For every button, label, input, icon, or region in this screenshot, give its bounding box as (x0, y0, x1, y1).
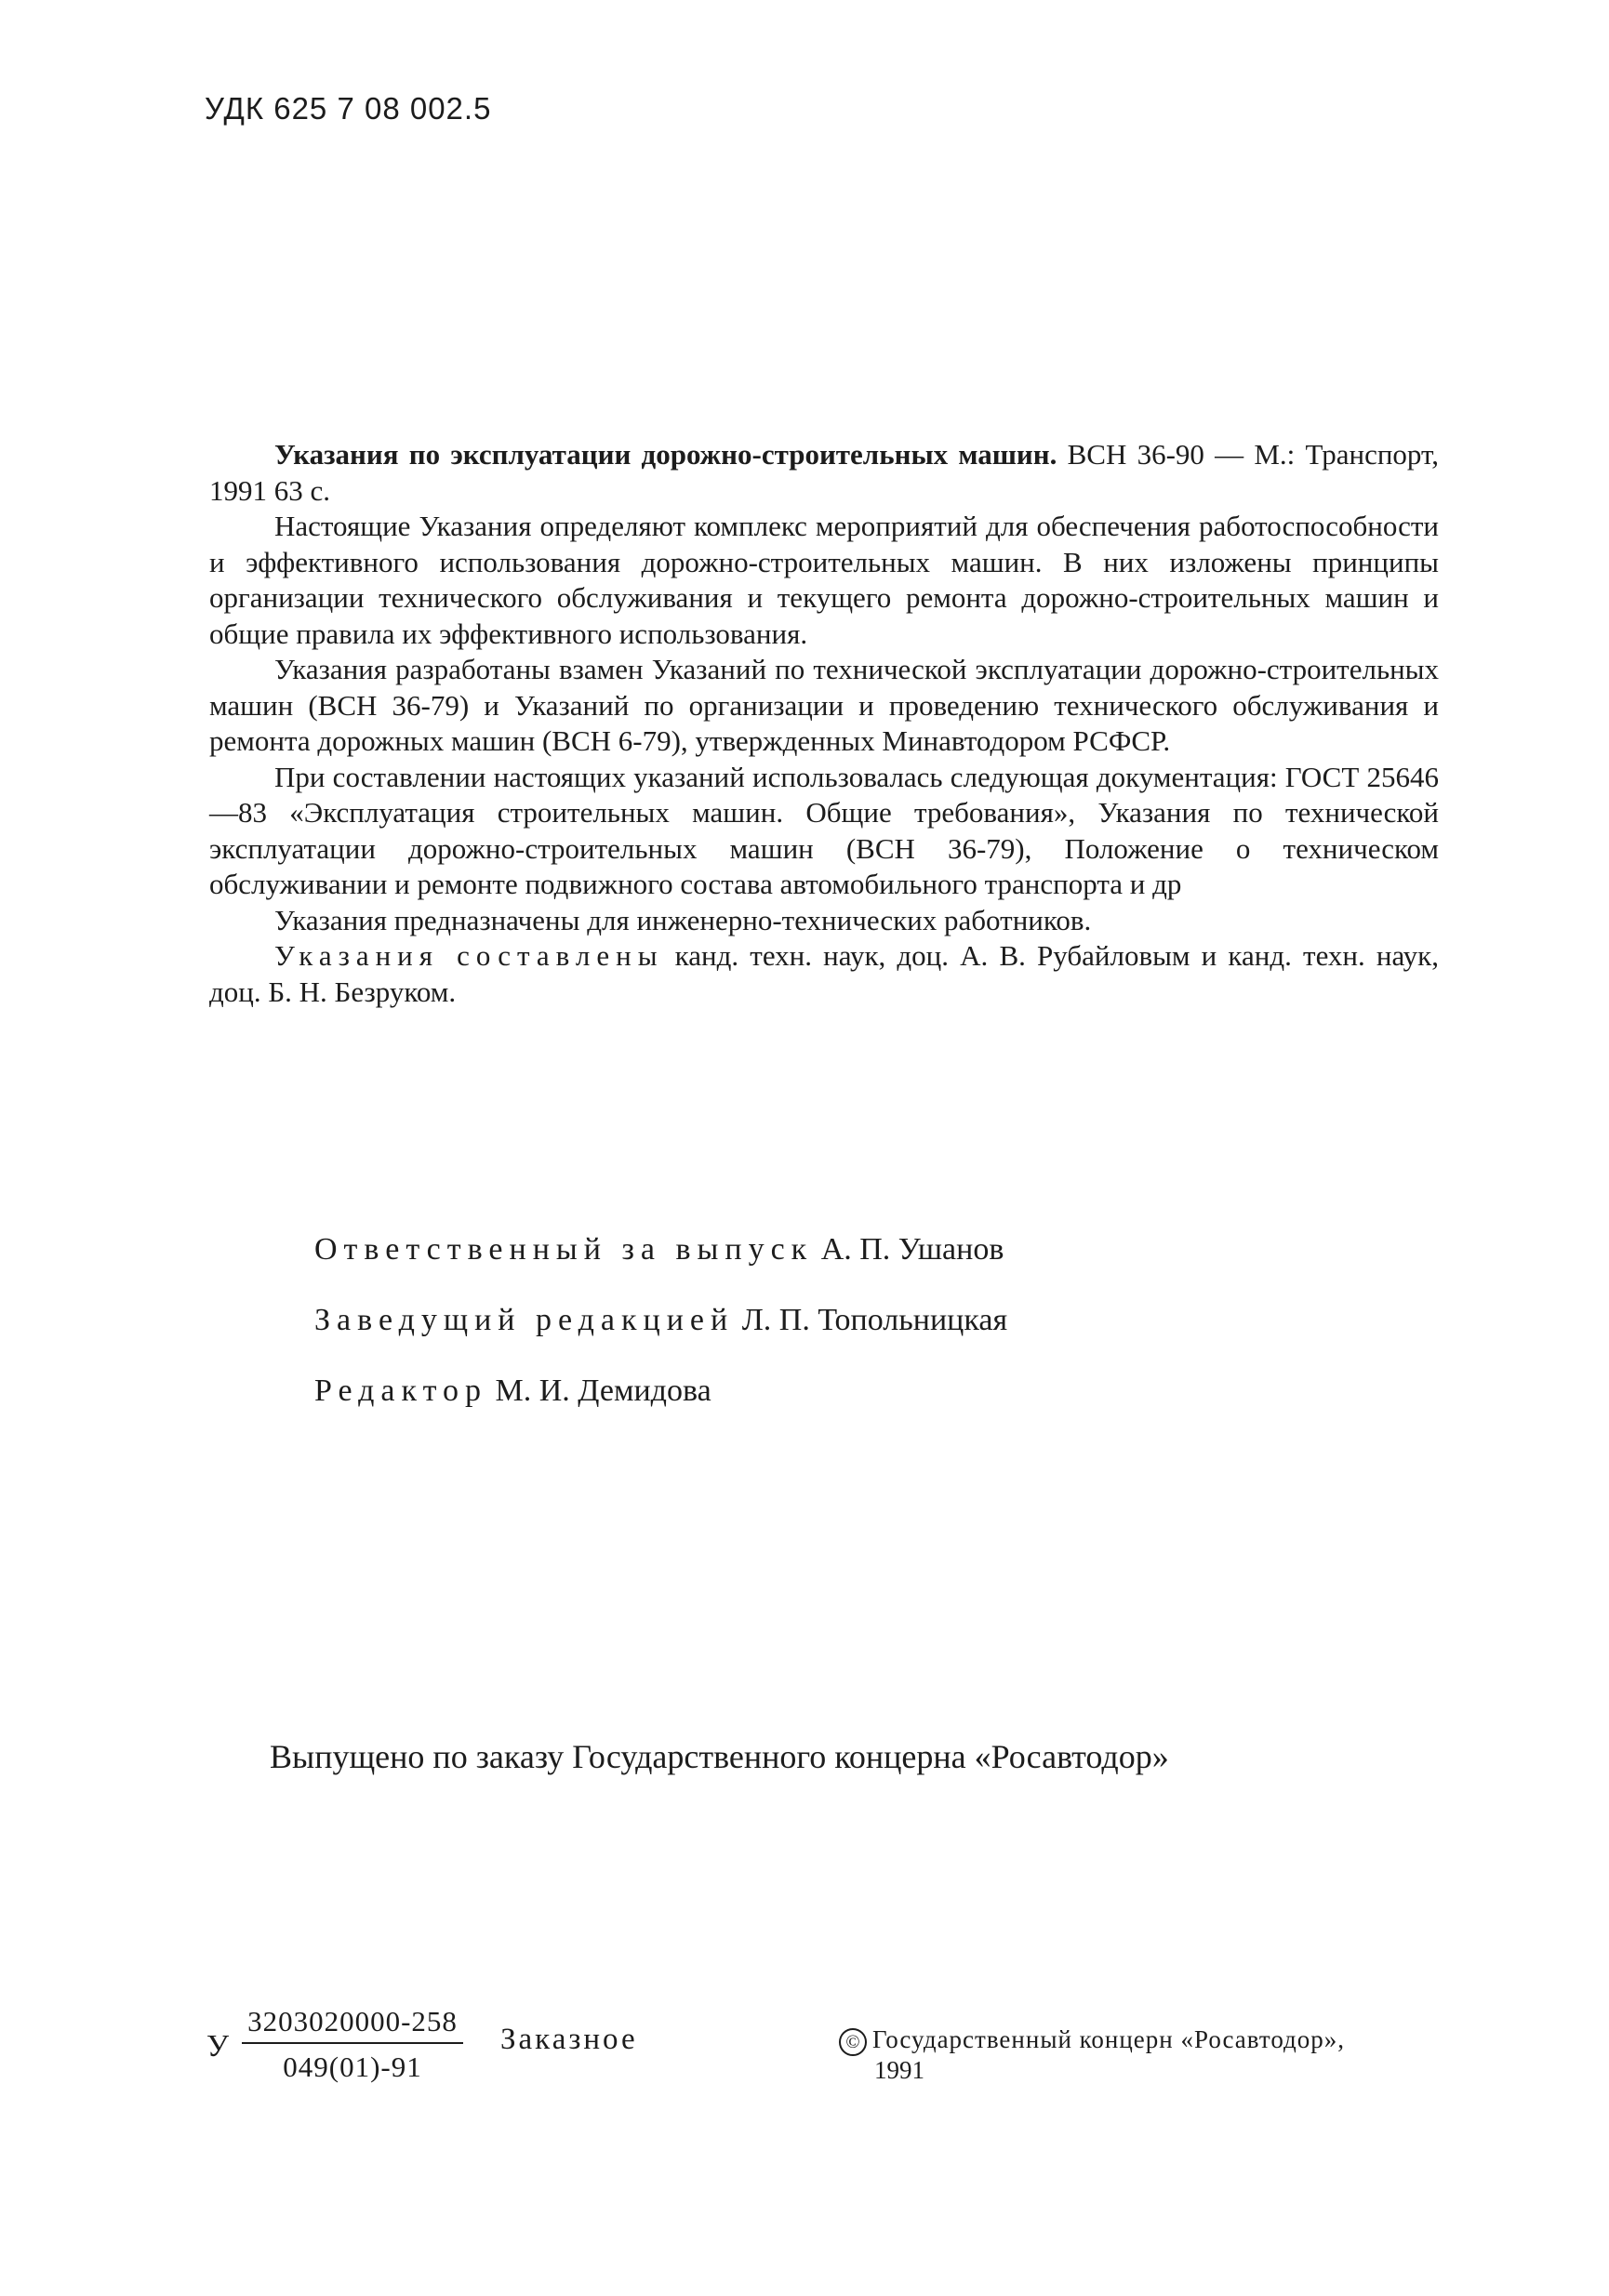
abstract-paragraph-replaces: Указания разработаны взамен Указаний по технической эксплуатации дорожно-строительных машин (ВСН 36-79) и Указаний по организации и проведению технического обслуживания и ремонта дорожных машин (ВСН 6-79), утвержденных Минавтодором РСФСР. (209, 653, 1439, 757)
copyright-holder: Государственный концерн «Росавтодор», (872, 2025, 1346, 2053)
credit-role: Редактор (314, 1374, 487, 1408)
abstract-paragraph-purpose: Настоящие Указания определяют комплекс мероприятий для обеспечения работоспособности и эффективного использования дорожно-строительных машин. В них изложены принципы организации технического обслуживания и текущего ремонта дорожно-строительных машин и общие правила их эффективного использования. (209, 510, 1439, 650)
abstract-paragraph-authors (209, 938, 1439, 1010)
bibliographic-entry (209, 437, 1439, 509)
credit-line-editor (314, 1374, 1007, 1411)
bibliographic-title: Указания по эксплуатации дорожно-строительных машин. (274, 438, 1057, 471)
credit-person: Л. П. Топольницкая (741, 1303, 1008, 1337)
udk-code: УДК 625 7 08 002.5 (205, 91, 492, 126)
order-type: Заказное (500, 2023, 638, 2056)
index-letter: У (206, 2029, 230, 2064)
credit-person: А. П. Ушанов (820, 1232, 1004, 1267)
abstract-paragraph-audience: Указания предназначены для инженерно-технических работников. (274, 903, 1092, 936)
abstract-paragraph-sources: При составлении настоящих указаний использовалась следующая документация: ГОСТ 25646—83 «Эксплуатация строительных машин. Общие требования», Указания по технической эксплуатации дорожно-строительных машин (ВСН 36-79), Положение о техническом обслуживании и ремонте подвижного состава автомобильного транспорта и др (209, 760, 1439, 900)
copyright-year: 1991 (874, 2055, 924, 2084)
abstract-block (209, 437, 1439, 1010)
bibliographic-details: ВСН 36-90 — М.: Транспорт, 1991 63 с. (209, 438, 1439, 507)
fraction-bar (242, 2042, 463, 2044)
authors-lead: Указания составлены (274, 939, 664, 972)
authors-names: канд. техн. наук, доц. А. В. Рубайловым и канд. техн. наук, доц. Б. Н. Безруком. (209, 939, 1439, 1008)
copyright-line (839, 2025, 1345, 2056)
credit-line-head-editor (314, 1303, 1007, 1340)
index-fraction (242, 2004, 463, 2085)
credit-person: М. И. Демидова (495, 1374, 711, 1408)
copyright-notice (839, 2025, 1345, 2084)
credits-block (314, 1232, 1007, 1444)
index-numerator: 3203020000-258 (247, 2005, 458, 2037)
index-denominator: 049(01)-91 (283, 2050, 422, 2083)
copyright-icon: © (839, 2028, 867, 2056)
issued-by-order-note: Выпущено по заказу Государственного концерна «Росавтодор» (270, 1738, 1169, 1775)
credit-role: Ответственный за выпуск (314, 1232, 814, 1267)
credit-role: Заведущий редакцией (314, 1303, 735, 1337)
credit-line-responsible (314, 1232, 1007, 1269)
